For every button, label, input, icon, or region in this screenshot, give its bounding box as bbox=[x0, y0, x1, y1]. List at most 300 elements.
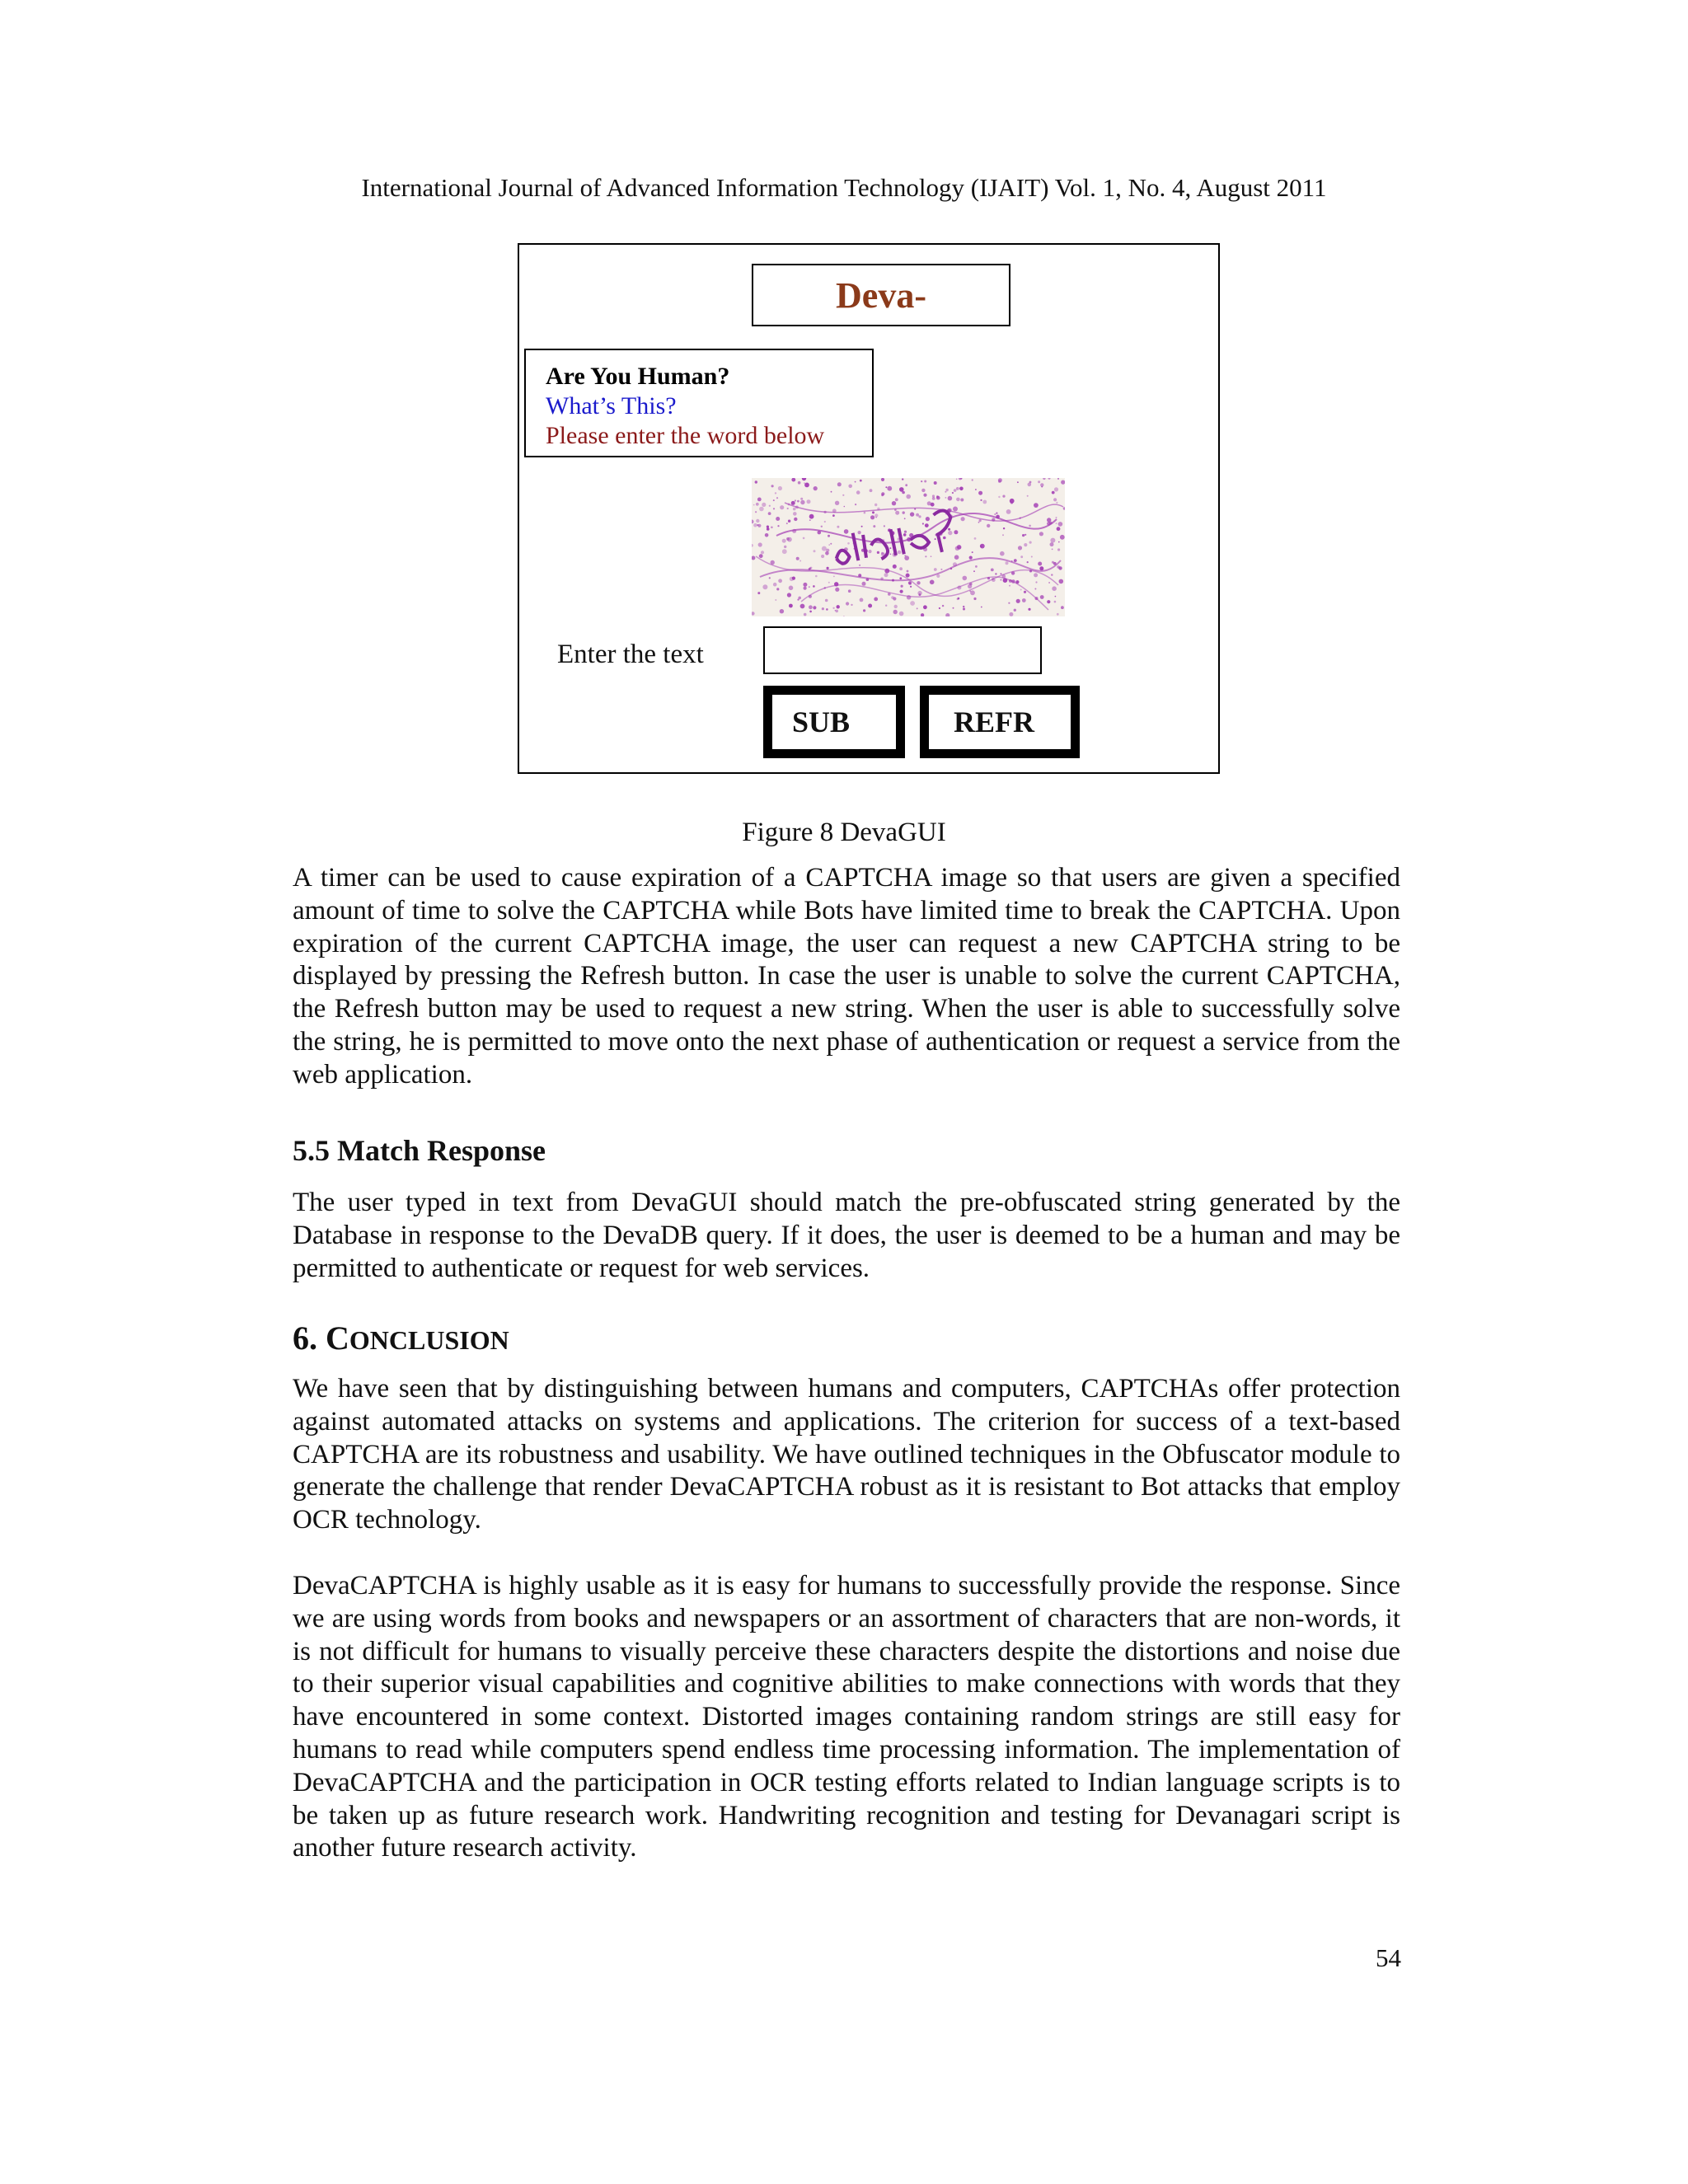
captcha-noise-dot bbox=[945, 491, 946, 493]
captcha-noise-dot bbox=[1059, 579, 1064, 584]
section-heading-6 bbox=[293, 1319, 509, 1360]
captcha-noise-dot bbox=[800, 498, 803, 500]
captcha-noise-dot bbox=[995, 573, 996, 574]
captcha-noise-dot bbox=[893, 565, 897, 569]
captcha-noise-dot bbox=[936, 495, 939, 498]
captcha-noise-dot bbox=[900, 590, 903, 593]
captcha-noise-dot bbox=[1009, 612, 1013, 616]
captcha-noise-dot bbox=[1000, 551, 1005, 556]
captcha-noise-dot bbox=[780, 505, 784, 509]
captcha-noise-dot bbox=[972, 479, 973, 480]
timer-paragraph: A timer can be used to cause expiration of a CAPTCHA image so that users are given a specified amount of time to solve the CAPTCHA while Bots have limited time to break the CAPTCHA. Upon expiration of the current CAPTCHA image, the user can request a new CAPTCHA string to be displayed by pressing the Refresh button. In case the user is unable to solve the current CAPTCHA, the Refresh button may be used to request a new string. When the user is able to successfully solve the string, he is permitted to move onto the next phase of authentication or request a service from the web application. bbox=[293, 863, 1400, 1090]
captcha-noise-dot bbox=[1058, 541, 1060, 543]
captcha-noise-dot bbox=[767, 527, 770, 531]
captcha-noise-dot bbox=[844, 506, 846, 508]
captcha-noise-dot bbox=[979, 519, 982, 522]
captcha-noise-dot bbox=[923, 494, 926, 497]
captcha-noise-dot bbox=[934, 568, 937, 571]
captcha-noise-dot bbox=[1034, 573, 1038, 577]
captcha-noise-dot bbox=[1047, 600, 1050, 603]
section-6-title: ONCLUSION bbox=[349, 1325, 509, 1355]
captcha-noise-dot bbox=[884, 525, 885, 527]
captcha-noise-dot bbox=[787, 508, 789, 509]
captcha-noise-dot bbox=[758, 542, 762, 546]
captcha-noise-dot bbox=[815, 575, 818, 578]
section-heading-5-5: 5.5 Match Response bbox=[293, 1134, 546, 1167]
captcha-noise-dot bbox=[1043, 478, 1045, 480]
captcha-noise-dot bbox=[952, 492, 954, 494]
captcha-noise-dot bbox=[771, 527, 773, 529]
captcha-noise-dot bbox=[807, 499, 811, 504]
captcha-noise-dot bbox=[1039, 566, 1043, 570]
captcha-noise-dot bbox=[1057, 613, 1059, 616]
captcha-noise-dot bbox=[846, 602, 849, 605]
captcha-noise-dot bbox=[1052, 586, 1057, 591]
captcha-noise-dot bbox=[958, 546, 961, 549]
captcha-noise-dot bbox=[855, 504, 856, 505]
captcha-noise-dot bbox=[954, 555, 959, 560]
captcha-noise-dot bbox=[757, 498, 762, 502]
captcha-noise-dot bbox=[752, 544, 753, 547]
captcha-noise-dot bbox=[906, 494, 911, 499]
captcha-noise-dot bbox=[885, 486, 887, 488]
captcha-noise-dot bbox=[930, 580, 935, 585]
captcha-noise-dot bbox=[910, 601, 915, 606]
captcha-noise-dot bbox=[921, 480, 922, 482]
captcha-noise-dot bbox=[804, 587, 807, 590]
enter-text-label: Enter the text bbox=[557, 640, 704, 669]
captcha-noise-dot bbox=[1057, 548, 1060, 551]
captcha-noise-dot bbox=[877, 551, 879, 554]
captcha-noise-dot bbox=[1029, 481, 1032, 484]
captcha-noise-dot bbox=[780, 609, 784, 613]
captcha-noise-dot bbox=[1034, 503, 1039, 508]
captcha-noise-dot bbox=[1057, 478, 1059, 480]
captcha-noise-dot bbox=[784, 546, 786, 548]
captcha-noise-dot bbox=[917, 607, 918, 609]
captcha-noise-dot bbox=[1060, 535, 1065, 540]
captcha-noise-dot bbox=[755, 480, 757, 483]
captcha-noise-dot bbox=[800, 500, 804, 504]
captcha-noise-dot bbox=[921, 613, 924, 616]
captcha-noise-dot bbox=[837, 482, 842, 486]
captcha-noise-dot bbox=[973, 570, 975, 572]
captcha-noise-dot bbox=[868, 550, 871, 553]
captcha-noise-dot bbox=[782, 539, 786, 543]
captcha-noise-dot bbox=[769, 577, 771, 579]
captcha-noise-dot bbox=[1034, 588, 1036, 590]
captcha-noise-dot bbox=[954, 530, 958, 534]
captcha-noise-dot bbox=[963, 576, 968, 581]
captcha-noise-dot bbox=[776, 588, 779, 590]
captcha-noise-dot bbox=[777, 525, 779, 527]
captcha-noise-dot bbox=[756, 519, 759, 523]
captcha-noise-dot bbox=[1058, 522, 1063, 527]
captcha-noise-dot bbox=[1052, 491, 1055, 494]
captcha-noise-dot bbox=[994, 513, 996, 515]
captcha-noise-dot bbox=[959, 487, 964, 491]
captcha-noise-dot bbox=[797, 599, 799, 601]
captcha-noise-dot bbox=[1054, 487, 1058, 491]
captcha-noise-dot bbox=[786, 523, 788, 524]
captcha-noise-dot bbox=[1038, 480, 1040, 483]
captcha-noise-dot bbox=[862, 582, 866, 586]
captcha-noise-dot bbox=[945, 497, 947, 499]
captcha-noise-dot bbox=[910, 512, 914, 516]
captcha-noise-dot bbox=[761, 551, 764, 554]
captcha-noise-dot bbox=[904, 555, 909, 560]
captcha-noise-dot bbox=[925, 523, 929, 527]
captcha-noise-dot bbox=[934, 481, 937, 485]
captcha-noise-dot bbox=[972, 551, 973, 553]
captcha-noise-dot bbox=[814, 486, 818, 490]
captcha-noise-dot bbox=[895, 511, 899, 515]
captcha-noise-dot bbox=[821, 526, 823, 527]
captcha-noise-dot bbox=[935, 538, 936, 540]
captcha-noise-dot bbox=[858, 531, 861, 534]
captcha-noise-dot bbox=[1056, 517, 1057, 518]
captcha-noise-dot bbox=[778, 486, 782, 490]
instruction-text: Please enter the word below bbox=[546, 422, 825, 449]
captcha-noise-dot bbox=[1022, 534, 1025, 537]
captcha-noise-dot bbox=[855, 481, 856, 483]
figure-caption: Figure 8 DevaGUI bbox=[742, 818, 946, 847]
captcha-answer-input[interactable] bbox=[763, 626, 1042, 674]
captcha-noise-dot bbox=[924, 480, 926, 483]
captcha-noise-dot bbox=[765, 533, 769, 537]
captcha-noise-dot bbox=[757, 524, 758, 526]
captcha-noise-dot bbox=[899, 577, 902, 579]
captcha-noise-dot bbox=[981, 607, 982, 608]
captcha-noise-dot bbox=[795, 499, 796, 501]
captcha-noise-dot bbox=[755, 511, 757, 513]
captcha-noise-dot bbox=[782, 549, 787, 554]
captcha-noise-dot bbox=[973, 598, 976, 600]
captcha-noise-dot bbox=[762, 503, 766, 507]
captcha-noise-dot bbox=[948, 528, 950, 531]
gui-title: Deva- bbox=[752, 264, 1010, 326]
captcha-noise-dot bbox=[910, 586, 912, 588]
captcha-noise-dot bbox=[1024, 543, 1027, 546]
captcha-noise-dot bbox=[961, 517, 965, 521]
captcha-noise-dot bbox=[778, 579, 782, 583]
captcha-noise-dot bbox=[987, 524, 990, 527]
captcha-noise-dot bbox=[918, 515, 921, 518]
captcha-noise-dot bbox=[904, 518, 906, 519]
captcha-noise-dot bbox=[978, 491, 982, 495]
captcha-noise-dot bbox=[837, 605, 840, 608]
captcha-noise-dot bbox=[1008, 602, 1010, 604]
captcha-noise-dot bbox=[860, 598, 864, 602]
captcha-noise-dot bbox=[799, 560, 801, 562]
captcha-noise-dot bbox=[775, 599, 776, 601]
captcha-noise-dot bbox=[960, 499, 964, 502]
captcha-noise-dot bbox=[953, 507, 958, 512]
captcha-noise-dot bbox=[1024, 591, 1026, 593]
captcha-noise-dot bbox=[891, 596, 894, 599]
captcha-noise-dot bbox=[803, 583, 807, 587]
captcha-noise-dot bbox=[767, 526, 769, 528]
captcha-noise-dot bbox=[940, 569, 942, 570]
captcha-noise-dot bbox=[1002, 534, 1004, 536]
captcha-noise-dot bbox=[874, 504, 877, 506]
captcha-noise-dot bbox=[832, 607, 834, 609]
captcha-noise-dot bbox=[793, 512, 797, 516]
captcha-noise-dot bbox=[771, 485, 774, 487]
captcha-noise-dot bbox=[789, 586, 794, 591]
captcha-noise-dot bbox=[759, 554, 763, 558]
captcha-noise-dot bbox=[906, 574, 910, 578]
captcha-noise-dot bbox=[826, 608, 828, 611]
captcha-noise-dot bbox=[1048, 582, 1050, 583]
running-header: International Journal of Advanced Information Technology (IJAIT) Vol. 1, No. 4, August 2011 bbox=[361, 173, 1327, 202]
captcha-noise-dot bbox=[1020, 589, 1022, 591]
captcha-noise-dot bbox=[885, 605, 887, 607]
captcha-noise-dot bbox=[828, 582, 830, 583]
captcha-noise-dot bbox=[998, 496, 1000, 498]
captcha-noise-dot bbox=[892, 501, 896, 505]
captcha-noise-dot bbox=[904, 531, 907, 533]
captcha-noise-dot bbox=[909, 583, 912, 585]
captcha-noise-dot bbox=[804, 613, 807, 616]
captcha-noise-dot bbox=[813, 585, 815, 588]
captcha-noise-dot bbox=[922, 523, 924, 524]
captcha-noise-dot bbox=[893, 610, 898, 614]
captcha-noise-dot bbox=[975, 489, 977, 490]
captcha-noise-dot bbox=[881, 494, 884, 496]
captcha-noise-dot bbox=[842, 494, 844, 496]
captcha-noise-dot bbox=[1050, 542, 1054, 546]
captcha-noise-dot bbox=[1055, 596, 1057, 598]
captcha-noise-dot bbox=[835, 588, 839, 592]
captcha-noise-dot bbox=[864, 512, 866, 514]
captcha-noise-dot bbox=[837, 526, 839, 528]
captcha-noise-dot bbox=[969, 556, 973, 560]
captcha-noise-dot bbox=[956, 498, 960, 502]
captcha-noise-dot bbox=[1053, 498, 1057, 501]
captcha-noise-dot bbox=[835, 501, 839, 505]
captcha-noise-dot bbox=[899, 487, 904, 492]
captcha-noise-dot bbox=[825, 599, 828, 602]
captcha-noise-dot bbox=[1061, 606, 1064, 609]
captcha-noise-dot bbox=[1006, 561, 1009, 565]
captcha-noise-dot bbox=[942, 605, 944, 607]
captcha-noise-dot bbox=[1014, 609, 1016, 612]
captcha-noise-dot bbox=[814, 550, 816, 552]
captcha-noise-dot bbox=[996, 513, 997, 514]
captcha-noise-dot bbox=[919, 593, 921, 596]
captcha-image bbox=[752, 478, 1065, 616]
captcha-noise-dot bbox=[948, 531, 952, 535]
captcha-noise-dot bbox=[856, 490, 860, 494]
captcha-noise-dot bbox=[998, 478, 1002, 482]
captcha-noise-dot bbox=[860, 480, 862, 482]
captcha-noise-dot bbox=[889, 547, 891, 549]
captcha-noise-dot bbox=[1002, 495, 1005, 498]
captcha-noise-dot bbox=[762, 584, 767, 589]
captcha-noise-dot bbox=[1040, 595, 1044, 599]
captcha-noise-dot bbox=[881, 478, 884, 481]
captcha-noise-dot bbox=[821, 555, 824, 558]
captcha-noise-dot bbox=[901, 585, 903, 588]
captcha-noise-dot bbox=[974, 537, 977, 540]
captcha-noise-dot bbox=[917, 581, 920, 584]
captcha-noise-dot bbox=[1025, 534, 1026, 536]
captcha-noise-dot bbox=[844, 529, 849, 534]
captcha-noise-dot bbox=[943, 537, 946, 540]
captcha-noise-dot bbox=[847, 542, 850, 545]
captcha-noise-graphic bbox=[752, 478, 1065, 616]
submit-button[interactable]: SUB bbox=[763, 686, 905, 758]
captcha-noise-dot bbox=[776, 497, 778, 499]
captcha-noise-dot bbox=[1016, 599, 1020, 603]
captcha-noise-dot bbox=[894, 605, 898, 608]
captcha-noise-dot bbox=[1039, 532, 1043, 536]
captcha-noise-dot bbox=[959, 478, 962, 480]
captcha-noise-dot bbox=[921, 489, 925, 492]
match-response-paragraph: The user typed in text from DevaGUI should match the pre-obfuscated string generated by the Database in response to the DevaDB query. If it does, the user is deemed to be a human and may be permitted to authenticate or request for web services. bbox=[293, 1188, 1400, 1283]
captcha-noise-dot bbox=[874, 598, 878, 602]
captcha-noise-dot bbox=[1057, 527, 1061, 531]
captcha-noise-dot bbox=[1054, 601, 1057, 603]
captcha-noise-dot bbox=[828, 535, 830, 537]
captcha-noise-dot bbox=[848, 485, 852, 489]
captcha-noise-dot bbox=[753, 523, 757, 527]
captcha-noise-dot bbox=[956, 487, 959, 490]
captcha-noise-dot bbox=[1029, 541, 1032, 544]
captcha-noise-dot bbox=[903, 511, 905, 513]
captcha-noise-dot bbox=[827, 567, 829, 569]
captcha-noise-dot bbox=[868, 604, 872, 608]
captcha-noise-dot bbox=[752, 520, 754, 524]
captcha-noise-dot bbox=[756, 503, 759, 506]
captcha-noise-dot bbox=[863, 609, 865, 612]
captcha-noise-dot bbox=[789, 604, 793, 608]
captcha-noise-dot bbox=[786, 537, 790, 541]
captcha-noise-dot bbox=[931, 503, 935, 507]
captcha-noise-dot bbox=[890, 554, 892, 555]
captcha-noise-dot bbox=[831, 491, 832, 493]
captcha-noise-dot bbox=[1048, 478, 1051, 480]
captcha-noise-dot bbox=[931, 555, 932, 557]
captcha-noise-dot bbox=[791, 501, 795, 505]
captcha-noise-dot bbox=[797, 500, 799, 503]
are-you-human-heading: Are You Human? bbox=[546, 363, 730, 390]
captcha-noise-dot bbox=[1022, 598, 1026, 602]
captcha-noise-dot bbox=[1051, 574, 1053, 575]
captcha-noise-dot bbox=[833, 576, 835, 578]
captcha-noise-dot bbox=[794, 518, 797, 521]
captcha-noise-dot bbox=[980, 544, 985, 549]
captcha-noise-dot bbox=[945, 613, 950, 616]
captcha-noise-dot bbox=[773, 508, 775, 509]
captcha-noise-dot bbox=[870, 515, 874, 519]
captcha-noise-dot bbox=[798, 481, 801, 485]
conclusion-paragraph-1: We have seen that by distinguishing between humans and computers, CAPTCHAs offer protection against automated attacks on systems and applications. The criterion for success of a text-based CAPTCHA are its robustness and usability. We have outlined techniques in the Obfuscator module to generate the challenge that render DevaCAPTCHA robust as it is resistant to Bot attacks that employ OCR technology. bbox=[293, 1374, 1400, 1535]
captcha-noise-dot bbox=[926, 517, 930, 521]
captcha-noise-dot bbox=[776, 517, 780, 521]
captcha-noise-dot bbox=[788, 520, 790, 523]
captcha-noise-dot bbox=[824, 521, 826, 523]
captcha-noise-dot bbox=[830, 543, 832, 545]
captcha-noise-dot bbox=[809, 611, 812, 613]
captcha-noise-dot bbox=[873, 525, 875, 527]
captcha-noise-dot bbox=[757, 592, 760, 594]
captcha-noise-dot bbox=[870, 489, 873, 492]
captcha-noise-dot bbox=[1009, 585, 1010, 587]
captcha-noise-dot bbox=[923, 605, 927, 609]
captcha-noise-dot bbox=[902, 478, 903, 480]
captcha-noise-dot bbox=[1001, 573, 1002, 574]
captcha-noise-dot bbox=[957, 598, 959, 601]
captcha-noise-dot bbox=[1057, 565, 1060, 569]
captcha-noise-dot bbox=[1027, 495, 1029, 497]
captcha-noise-dot bbox=[1006, 509, 1011, 514]
refresh-button[interactable]: REFR bbox=[920, 686, 1080, 758]
captcha-noise-dot bbox=[859, 565, 860, 566]
whats-this-link[interactable]: What’s This? bbox=[546, 392, 677, 419]
captcha-noise-dot bbox=[881, 552, 884, 555]
captcha-noise-dot bbox=[932, 494, 935, 497]
captcha-noise-dot bbox=[822, 546, 827, 551]
captcha-noise-dot bbox=[1001, 579, 1002, 581]
captcha-noise-dot bbox=[809, 514, 814, 519]
captcha-noise-dot bbox=[753, 504, 755, 506]
captcha-noise-dot bbox=[956, 479, 958, 480]
captcha-noise-dot bbox=[968, 584, 972, 588]
captcha-noise-dot bbox=[945, 489, 948, 491]
captcha-noise-dot bbox=[1035, 581, 1037, 583]
captcha-noise-dot bbox=[775, 492, 776, 494]
captcha-noise-dot bbox=[1040, 483, 1043, 486]
captcha-noise-dot bbox=[787, 593, 791, 597]
captcha-noise-dot bbox=[899, 612, 904, 616]
captcha-noise-dot bbox=[832, 514, 835, 517]
captcha-noise-dot bbox=[1028, 608, 1030, 611]
captcha-noise-dot bbox=[1052, 549, 1053, 551]
human-check-panel bbox=[524, 349, 874, 457]
captcha-noise-dot bbox=[948, 496, 953, 501]
captcha-noise-dot bbox=[759, 507, 764, 512]
captcha-noise-dot bbox=[1047, 518, 1051, 522]
captcha-noise-dot bbox=[895, 498, 898, 501]
captcha-noise-dot bbox=[898, 551, 902, 555]
captcha-noise-dot bbox=[884, 573, 889, 577]
captcha-noise-dot bbox=[1063, 507, 1065, 509]
captcha-noise-dot bbox=[1020, 555, 1023, 558]
captcha-noise-dot bbox=[874, 513, 878, 517]
captcha-noise-dot bbox=[954, 489, 957, 492]
captcha-noise-dot bbox=[803, 537, 805, 540]
captcha-noise-dot bbox=[773, 499, 775, 501]
captcha-noise-dot bbox=[905, 484, 907, 486]
page-number: 54 bbox=[1376, 1943, 1401, 1972]
captcha-noise-dot bbox=[982, 500, 987, 504]
captcha-noise-dot bbox=[980, 499, 982, 501]
captcha-noise-dot bbox=[872, 511, 874, 513]
captcha-noise-dot bbox=[1029, 525, 1031, 527]
captcha-noise-dot bbox=[800, 604, 805, 609]
captcha-noise-dot bbox=[836, 610, 839, 613]
captcha-noise-dot bbox=[752, 612, 755, 615]
conclusion-paragraph-2: DevaCAPTCHA is highly usable as it is easy for humans to successfully provide the response. Since we are using words from books and newspapers or an assortment of characters that are non-words, it is not difficult for humans to visually perceive these characters despite the distortions and noise due to their superior visual capabilities and cognitive abilities to make connections with words that they have encountered in some context. Distorted images containing random strings are still easy for humans to read while computers spend endless time processing information. The implementation of DevaCAPTCHA and the participation in OCR testing efforts related to Indian language scripts is to be taken up as future research work. Handwriting recognition and testing for Devanagari script is another future research activity. bbox=[293, 1571, 1400, 1863]
captcha-noise-dot bbox=[1003, 527, 1005, 529]
captcha-noise-dot bbox=[903, 533, 907, 537]
captcha-noise-dot bbox=[975, 565, 978, 568]
captcha-noise-dot bbox=[822, 607, 824, 610]
captcha-noise-dot bbox=[1027, 561, 1029, 563]
captcha-noise-dot bbox=[828, 544, 830, 546]
